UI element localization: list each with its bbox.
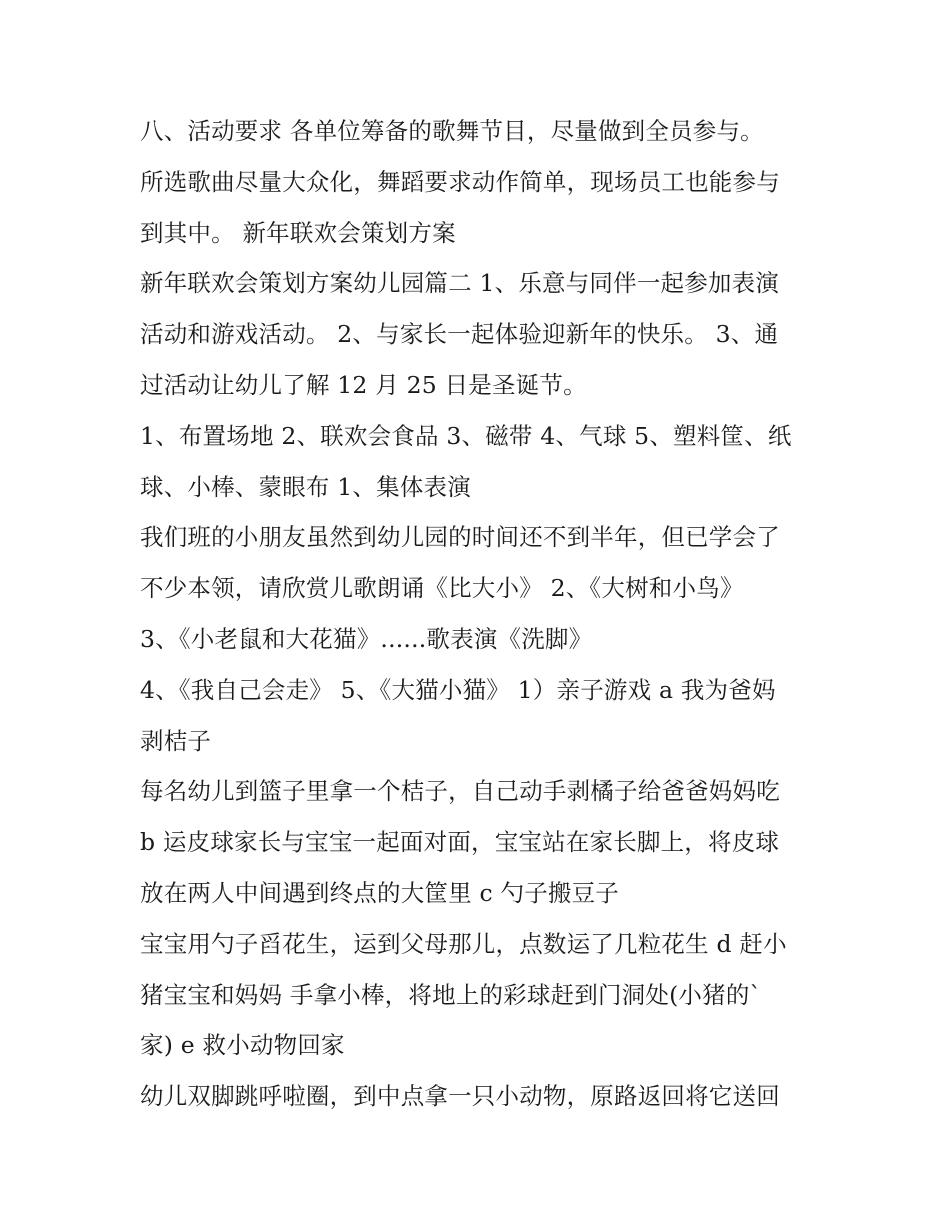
text-line: 到其中。 新年联欢会策划方案 [140,218,456,247]
text-line: 八、活动要求 各单位筹备的歌舞节目，尽量做到全员参与。 [140,117,764,145]
text-line: 我们班的小朋友虽然到幼儿园的时间还不到半年，但已学会了 [140,523,780,552]
text-line: 过活动让幼儿了解 12 月 25 日是圣诞节。 [140,370,587,399]
text-line: 活动和游戏活动。 2、与家长一起体验迎新年的快乐。 3、通 [140,320,779,349]
text-line: 每名幼儿到篮子里拿一个桔子，自己动手剥橘子给爸爸妈妈吃 [140,777,780,806]
text-line: 放在两人中间遇到终点的大筐里 c 勺子搬豆子 [140,878,620,907]
text-line: 幼儿双脚跳呼啦圈，到中点拿一只小动物，原路返回将它送回 [140,1082,780,1111]
text-line: 新年联欢会策划方案幼儿园篇二 1、乐意与同伴一起参加表演 [140,269,780,298]
text-line: 球、小棒、蒙眼布 1、集体表演 [140,472,471,501]
text-line: 猪宝宝和妈妈 手拿小棒，将地上的彩球赶到门洞处(小猪的` [140,980,762,1009]
text-line: 宝宝用勺子舀花生，运到父母那儿，点数运了几粒花生 d 赶小 [140,929,787,958]
text-line: b 运皮球家长与宝宝一起面对面，宝宝站在家长脚上，将皮球 [140,828,780,857]
text-line: 1、布置场地 2、联欢会食品 3、磁带 4、气球 5、塑料筐、纸 [140,421,792,450]
text-line: 家) e 救小动物回家 [140,1031,345,1060]
text-line: 所选歌曲尽量大众化，舞蹈要求动作简单，现场员工也能参与 [140,167,780,196]
document-body [140,106,820,1122]
text-line: 不少本领，请欣赏儿歌朗诵《比大小》 2、《大树和小鸟》 [140,574,744,603]
text-line: 3、《小老鼠和大花猫》......歌表演《洗脚》 [140,624,593,653]
text-line: 4、《我自己会走》 5、《大猫小猫》 1）亲子游戏 a 我为爸妈 [140,675,776,704]
text-line: 剥桔子 [140,726,212,755]
